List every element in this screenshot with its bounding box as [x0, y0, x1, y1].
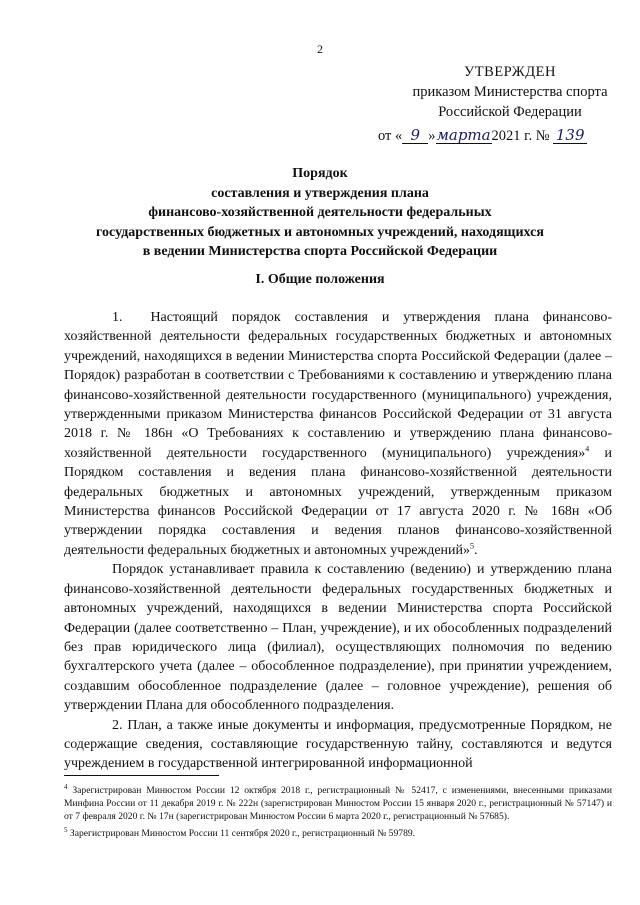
footnote-4-text: Зарегистрирован Минюстом России 12 октября 2018 г., регистрационный № 52417, с изменениями, внесенными приказами Минфина России от 11 декабря 2019 г. № 222н (зарегистрирован Минюстом России 15 января 2020 г., регистрационный № 57147) и от 7 февраля 2020 г. № 17н (зарегистрирован Минюстом России 6 марта 2020 г., регистрационный № 57685). [64, 785, 612, 822]
footnote-4 [64, 781, 612, 824]
paragraph-1 [64, 308, 612, 560]
document-body [64, 308, 612, 774]
title-line-3: финансово-хозяйственной деятельности федеральных [148, 205, 492, 220]
section-title: I. Общие положения [255, 272, 385, 287]
approval-line-1: приказом Министерства спорта [412, 84, 608, 100]
approved-heading: УТВЕРЖДЕН [464, 64, 556, 80]
footnote-ref-4: 4 [585, 444, 590, 454]
page-number: 2 [317, 42, 323, 56]
footnote-5-mark: 5 [64, 825, 68, 834]
year-and-number-label: 2021 г. № [491, 128, 550, 144]
footnote-separator [64, 775, 219, 776]
footnote-5-text: Зарегистрирован Минюстом России 11 сентября 2020 г., регистрационный № 59789. [67, 827, 416, 839]
footnote-4-mark: 4 [64, 783, 68, 791]
paragraph-1-text: 1. Настоящий порядок составления и утверждения плана финансово-хозяйственной деятельности федеральных государственных бюджетных и автономных учреждений, находящихся в ведении Министерства спорта Российской Федерации (далее – Порядок) разработан в соответствии с Требованиями к составлению и утверждению плана финансово-хозяйственной деятельности государственного (муниципального) учреждения, утвержденными приказом Министерства финансов Российской Федерации от 31 августа 2018 г. № 186н «О Требованиях к составлению и утверждению плана финансово-хозяйственной деятельности государственного (муниципального) учреждения» [64, 310, 612, 461]
paragraph-2: Порядок устанавливает правила к составлению (ведению) и утверждению плана финансово-хозяйственной деятельности федеральных государственных бюджетных и автономных учреждений, находящихся в ведении Министерства спорта Российской Федерации (далее соответственно – План, учреждение), и их обособленных подразделений без прав юридического лица (филиал), осуществляющих полномочия по ведению бухгалтерского учета (далее – обособленное подразделение), при принятии учреждением, создавшим обособленное подразделение (далее – головное учреждение), решения об утверждении Плана для обособленного подразделения. [64, 562, 612, 714]
handwritten-order-number: 139 [553, 127, 587, 144]
paragraph-1-text-cont: и Порядком составления и ведения плана финансово-хозяйственной деятельности федеральных бюджетных и автономных учреждений, утвержденным приказом Министерства финансов Российской Федерации от 17 августа 2020 г. № 168н «Об утверждении порядка составления и ведения планов финансово-хозяйственной деятельности федеральных бюджетных и автономных учреждений» [64, 445, 612, 558]
footnotes [64, 781, 612, 841]
approval-line-2: Российской Федерации [438, 104, 582, 120]
date-prefix: от « [378, 128, 403, 144]
approval-block [378, 62, 620, 144]
paragraph-1-end: . [474, 542, 478, 558]
order-date-line [378, 126, 638, 146]
document-title [40, 164, 600, 262]
footnote-5 [64, 824, 612, 841]
title-line-4: государственных бюджетных и автономных учреждений, находящихся [96, 224, 544, 240]
handwritten-day: 9 [402, 127, 428, 144]
paragraph-3: 2. План, а также иные документы и информация, предусмотренные Порядком, не содержащие сведения, составляющие государственную тайну, составляются и ведутся учреждением в государственной интегрированной информационной [64, 717, 612, 772]
footnote-ref-5: 5 [470, 541, 475, 551]
title-line-2: составления и утверждения плана [211, 185, 429, 201]
title-line-1: Порядок [292, 166, 348, 181]
handwritten-month: марта [436, 126, 491, 144]
date-mid: » [428, 128, 436, 144]
title-line-5: в ведении Министерства спорта Российской Федерации [142, 244, 498, 259]
